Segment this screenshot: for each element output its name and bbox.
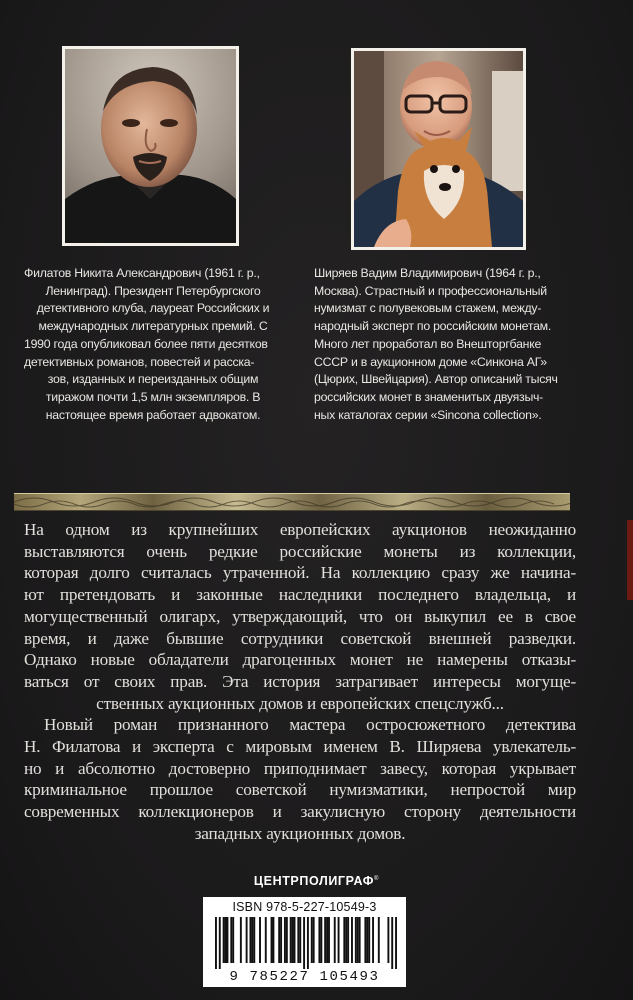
bio-line: Ширяев Вадим Владимирович (1964 г. р., bbox=[314, 266, 541, 280]
barcode-bar bbox=[272, 917, 274, 963]
barcode-bar bbox=[251, 917, 253, 963]
barcode-bar bbox=[345, 917, 347, 963]
description-line: Н. Филатова и эксперта с мировым именем В. Ширяева увлекатель- bbox=[24, 737, 576, 757]
cover-edge bbox=[627, 520, 633, 600]
bio-line: СССР и в аукционном доме «Синкона АГ» bbox=[314, 354, 547, 369]
barcode-bar bbox=[265, 917, 267, 963]
barcode-bar bbox=[338, 917, 340, 963]
barcode-bar bbox=[232, 917, 234, 963]
bio-line: Москва). Страстный и профессиональный bbox=[314, 283, 547, 298]
isbn-number: ISBN 978-5-227-10549-3 bbox=[232, 900, 377, 914]
description-line: современных коллекционеров и закулисную сторону деятельности bbox=[24, 802, 576, 822]
barcode-bar bbox=[347, 917, 349, 963]
barcode-bar bbox=[395, 917, 397, 969]
author-photo-filatov bbox=[62, 46, 239, 246]
bio-line: тиражом почти 1,5 млн экземпляров. В bbox=[45, 389, 261, 404]
description-line: время, и даже бывшие сотрудники советской внешней разведки. bbox=[24, 628, 576, 648]
bio-line: нумизмат с полувековым стажем, между- bbox=[314, 301, 542, 316]
bio-line: Филатов Никита Александрович (1961 г. р., bbox=[24, 266, 260, 280]
barcode-bar bbox=[286, 917, 288, 963]
barcode-bar bbox=[364, 917, 366, 963]
barcode-bar bbox=[328, 917, 330, 963]
barcode-bar bbox=[320, 917, 322, 963]
barcode-bar bbox=[372, 917, 374, 963]
barcode-bar bbox=[378, 917, 380, 963]
description-line: которая долго считалась утраченной. На коллекцию сразу же начина- bbox=[24, 563, 576, 583]
description-line: ственных аукционных домов и европейских спецслужб... bbox=[96, 693, 504, 713]
barcode-digits: 9 785227 105493 bbox=[229, 969, 380, 985]
bio-line: Много лет проработал во Внешторгбанке bbox=[314, 336, 542, 351]
barcode-bar bbox=[297, 917, 299, 963]
barcode-bar bbox=[307, 917, 309, 969]
barcode-bar bbox=[359, 917, 361, 963]
barcode-bar bbox=[294, 917, 296, 963]
barcode-bar bbox=[280, 917, 282, 963]
barcode-bar bbox=[387, 917, 389, 963]
barcode-bar bbox=[343, 917, 345, 963]
bio-line: российских монет в знаменитых двуязыч- bbox=[314, 389, 544, 404]
description-line: выставляются очень редкие российские монеты из коллекции, bbox=[24, 541, 576, 561]
barcode-bar bbox=[357, 917, 359, 963]
barcode-bar bbox=[249, 917, 251, 963]
barcode-bar bbox=[219, 917, 221, 969]
description-line: но и абсолютно достоверно приподнимает завесу, которая укрывает bbox=[24, 758, 576, 778]
barcode-bar bbox=[366, 917, 368, 963]
barcode-bar bbox=[292, 917, 294, 963]
barcode-bar bbox=[278, 917, 280, 963]
bio-line: международных литературных премий. С bbox=[38, 319, 268, 334]
bio-line: детективных романов, повестей и расска- bbox=[24, 354, 255, 369]
author-bio-shiryaev bbox=[314, 265, 572, 424]
barcode-bar bbox=[355, 917, 357, 963]
barcode-bar bbox=[215, 917, 217, 969]
description-line: Однако новые обладатели драгоценных монет не намерены отказы- bbox=[24, 650, 576, 670]
barcode-bar bbox=[368, 917, 370, 963]
barcode-bar bbox=[303, 917, 305, 969]
barcode-bar bbox=[253, 917, 255, 963]
barcode-bar bbox=[223, 917, 225, 963]
barcode-bar bbox=[324, 917, 326, 963]
bio-line: (Цюрих, Швейцария). Автор описаний тысяч bbox=[314, 372, 558, 387]
barcode-bar bbox=[290, 917, 292, 963]
book-description bbox=[24, 519, 576, 845]
barcode-bar bbox=[311, 917, 313, 963]
publisher-logo bbox=[0, 874, 633, 888]
bio-line: народный эксперт по российским монетам. bbox=[314, 319, 552, 334]
registered-mark: ® bbox=[374, 875, 380, 882]
publisher-name: ЦЕНТРПОЛИГРАФ bbox=[253, 874, 375, 888]
bio-line: детективного клуба, лауреат Российских и bbox=[36, 301, 270, 316]
description-line: криминальное прошлое советской нумизматики, непростой мир bbox=[24, 780, 576, 800]
isbn-barcode bbox=[203, 897, 406, 987]
decorative-ornament-band bbox=[14, 493, 570, 511]
barcode-bar bbox=[230, 917, 232, 963]
description-line: могущественный олигарх, утверждающий, что он выкупил ее в свое bbox=[24, 606, 576, 626]
bio-line: настоящее время работает адвокатом. bbox=[45, 407, 261, 422]
description-line: ваться от своих прав. Эта история затрагивает интересы могуще- bbox=[24, 671, 576, 691]
barcode-bar bbox=[225, 917, 227, 963]
barcode-bar bbox=[351, 917, 353, 963]
barcode-bar bbox=[326, 917, 328, 963]
barcode-bar bbox=[284, 917, 286, 963]
bio-line: Ленинград). Президент Петербургского bbox=[45, 283, 261, 298]
barcode-bar bbox=[299, 917, 301, 963]
barcode-bar bbox=[391, 917, 393, 969]
barcode-bar bbox=[246, 917, 248, 963]
author-bio-filatov bbox=[24, 265, 282, 424]
barcode-bar bbox=[318, 917, 320, 963]
bio-line: 1990 года опубликовал более пяти десятков bbox=[24, 336, 268, 351]
barcode-bar bbox=[240, 917, 242, 963]
barcode-bar bbox=[334, 917, 336, 963]
barcode-bar bbox=[271, 917, 273, 963]
description-line: Новый роман признанного мастера остросюжетного детектива bbox=[44, 715, 576, 735]
bio-line: зов, изданных и переизданных общим bbox=[47, 372, 259, 387]
description-line: На одном из крупнейших европейских аукционов неожиданно bbox=[24, 520, 576, 539]
barcode-bars bbox=[215, 917, 397, 969]
author-photo-shiryaev bbox=[351, 48, 526, 250]
barcode-bar bbox=[259, 917, 261, 963]
description-line: западных аукционных домов. bbox=[194, 823, 406, 843]
bio-line: ных каталогах серии «Sincona collection». bbox=[314, 407, 542, 422]
barcode-bar bbox=[226, 917, 228, 963]
description-line: ют претендовать и законные наследники последнего владельца, и bbox=[24, 585, 576, 605]
barcode-bar bbox=[313, 917, 315, 963]
